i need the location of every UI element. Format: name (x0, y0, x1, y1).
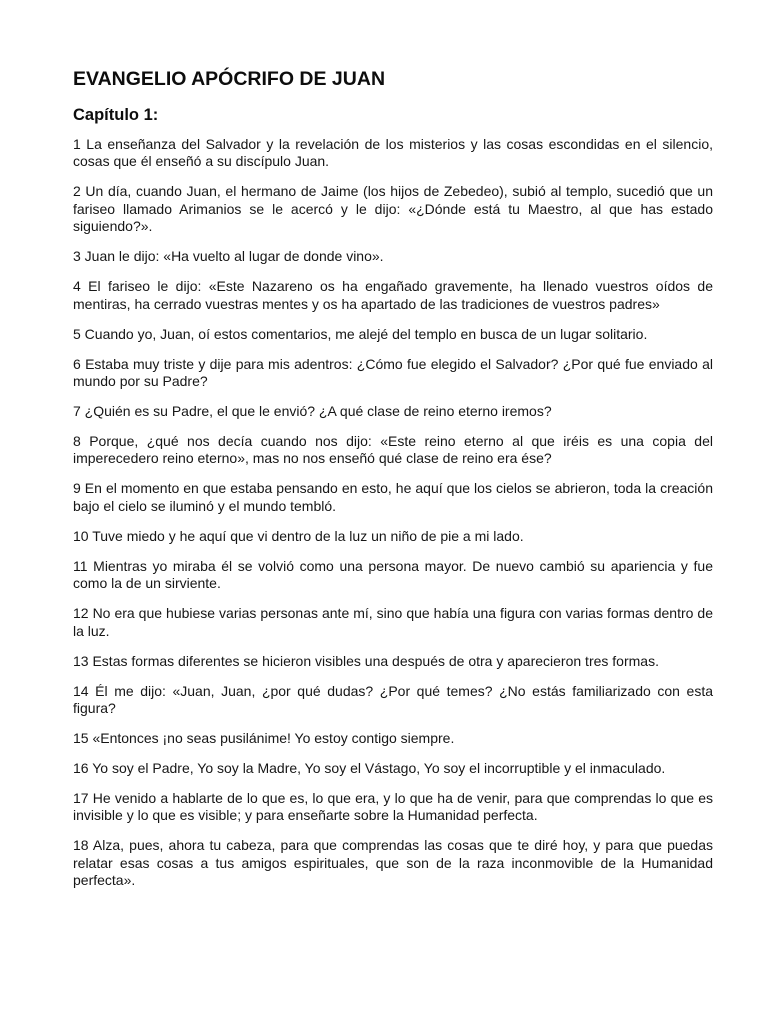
verse-17: 17 He venido a hablarte de lo que es, lo que era, y lo que ha de venir, para que comprendas lo que es invisible y lo que es visible; y para enseñarte sobre la Humanidad perfecta. (73, 790, 713, 824)
verse-11: 11 Mientras yo miraba él se volvió como una persona mayor. De nuevo cambió su apariencia y fue como la de un sirviente. (73, 557, 713, 592)
verse-1: 1 La enseñanza del Salvador y la revelación de los misterios y las cosas escondidas en el silencio, cosas que él enseñó a su discípulo Juan. (73, 136, 713, 170)
verse-8: 8 Porque, ¿qué nos decía cuando nos dijo: «Este reino eterno al que iréis es una copia del imperecedero reino eterno», mas no nos enseñó qué clase de reino era ése? (73, 433, 713, 467)
verse-7: 7 ¿Quién es su Padre, el que le envió? ¿A qué clase de reino eterno iremos? (73, 403, 552, 420)
verse-6: 6 Estaba muy triste y dije para mis adentros: ¿Cómo fue elegido el Salvador? ¿Por qué fue enviado al mundo por su Padre? (73, 355, 713, 390)
document-title: EVANGELIO APÓCRIFO DE JUAN (73, 68, 386, 90)
verse-16: 16 Yo soy el Padre, Yo soy la Madre, Yo soy el Vástago, Yo soy el incorruptible y el inmaculado. (73, 760, 666, 777)
chapter-heading: Capítulo 1: (73, 106, 159, 124)
verse-18: 18 Alza, pues, ahora tu cabeza, para que comprendas las cosas que te diré hoy, y para que puedas relatar esas cosas a tus amigos espirituales, que son de la raza inconmovible de la Humanidad perfecta». (73, 837, 713, 889)
verse-2: 2 Un día, cuando Juan, el hermano de Jaime (los hijos de Zebedeo), subió al templo, sucedió que un fariseo llamado Arimanios se le acercó y le dijo: «¿Dónde está tu Maestro, al que has estado siguiendo?». (73, 183, 713, 235)
verse-4: 4 El fariseo le dijo: «Este Nazareno os ha engañado gravemente, ha llenado vuestros oídos de mentiras, ha cerrado vuestras mentes y os ha apartado de las tradiciones de vuestros padres» (73, 278, 713, 312)
verse-13: 13 Estas formas diferentes se hicieron visibles una después de otra y aparecieron tres formas. (73, 652, 659, 669)
verse-10: 10 Tuve miedo y he aquí que vi dentro de la luz un niño de pie a mi lado. (73, 527, 524, 544)
verse-list (73, 136, 713, 890)
verse-15: 15 «Entonces ¡no seas pusilánime! Yo estoy contigo siempre. (73, 730, 455, 747)
verse-9: 9 En el momento en que estaba pensando en esto, he aquí que los cielos se abrieron, toda la creación bajo el cielo se iluminó y el mundo tembló. (73, 480, 713, 514)
verse-12: 12 No era que hubiese varias personas ante mí, sino que había una figura con varias formas dentro de la luz. (73, 605, 713, 639)
verse-14: 14 Él me dijo: «Juan, Juan, ¿por qué dudas? ¿Por qué temes? ¿No estás familiarizado con esta figura? (73, 682, 713, 717)
verse-5: 5 Cuando yo, Juan, oí estos comentarios, me alejé del templo en busca de un lugar solitario. (73, 325, 648, 342)
document-page (73, 66, 713, 902)
verse-3: 3 Juan le dijo: «Ha vuelto al lugar de donde vino». (73, 248, 384, 265)
